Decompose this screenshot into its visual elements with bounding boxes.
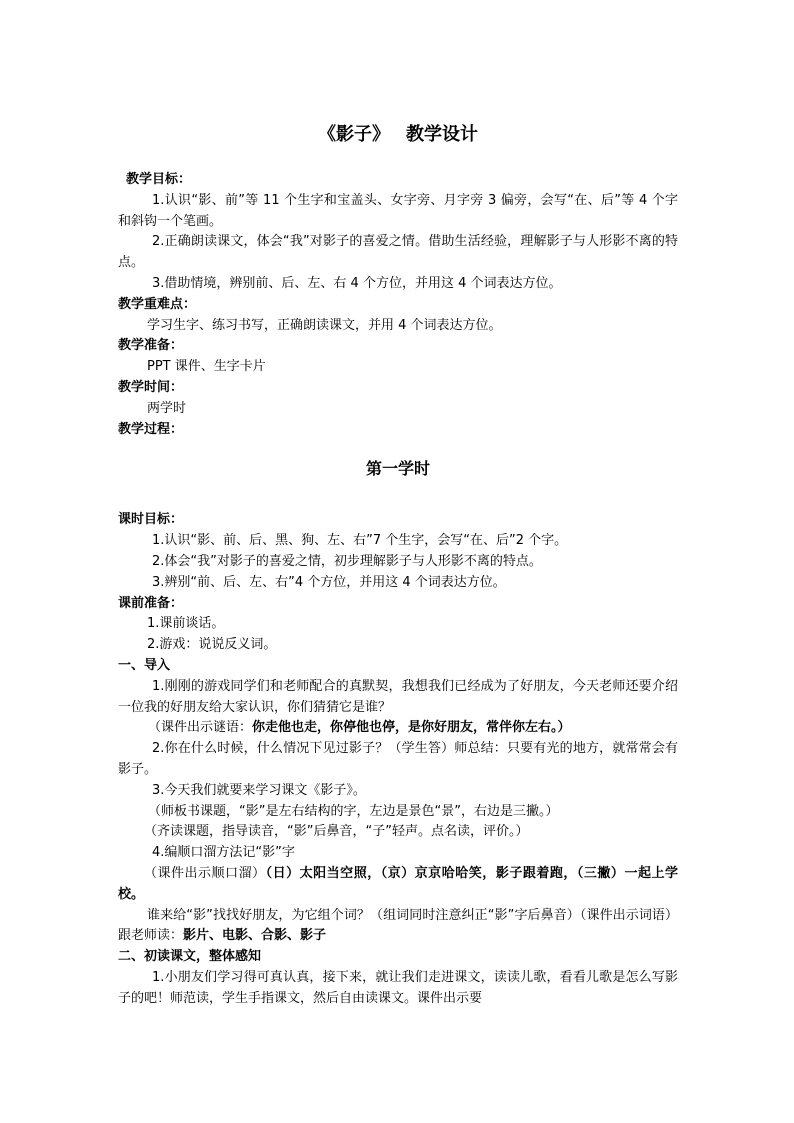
document-body — [118, 122, 678, 1009]
goal-item-3: 3.借助情境，辨别前、后、左、右 4 个方位，并用这 4 个词表达方位。 — [152, 275, 562, 291]
pre-class-item-1: 1.课前谈话。 — [147, 616, 225, 632]
process-heading: 教学过程： — [118, 421, 184, 437]
title-suffix: 教学设计 — [406, 124, 478, 145]
section-1-rhyme — [118, 864, 678, 906]
riddle-text: 你走他也走，你停他也停，是你好朋友，常伴你左右。） — [252, 720, 571, 736]
goal-item-2: 2.正确朗读课文，体会“我”对影子的喜爱之情。借助生活经验，理解影子与人形影不离的特点。 — [118, 234, 678, 271]
lesson-goals-heading: 课时目标： — [118, 512, 184, 528]
words-list: 影片、电影、合影、影子 — [183, 928, 327, 944]
section-1-para-3: 3.今天我们就要来学习课文《影子》。 — [152, 782, 366, 798]
lesson-goal-2: 2.体会“我”对影子的喜爱之情，初步理解影子与人形影不离的特点。 — [152, 553, 542, 569]
section-1-para-6: 4.编顺口溜方法记“影”字 — [152, 845, 295, 861]
lesson-goal-1: 1.认识“影、前、后、黑、狗、左、右”7 个生字，会写“在、后”2 个字。 — [152, 533, 568, 549]
key-points-text: 学习生字、练习书写，正确朗读课文，并用 4 个词表达方位。 — [147, 317, 502, 333]
lesson-goal-3: 3.辨别“前、后、左、右”4 个方位，并用这 4 个词表达方位。 — [152, 574, 506, 590]
section-1-para-4: （师板书课题，“影”是左右结构的字，左边是景色“景”，右边是三撇。） — [148, 803, 559, 819]
lesson-title: 第一学时 — [365, 459, 430, 479]
section-1-para-1: 1.刚刚的游戏同学们和老师配合的真默契，我想我们已经成为了好朋友，今天老师还要介绍一位我的好朋友给大家认识，你们猜猜它是谁？ — [118, 678, 678, 715]
pre-class-item-2: 2.游戏：说说反义词。 — [147, 637, 277, 653]
preparation-heading: 教学准备： — [118, 338, 184, 354]
goals-heading: 教学目标： — [126, 172, 192, 187]
section-1-words — [118, 906, 678, 948]
document-title — [118, 122, 678, 148]
section-2-para-1: 1.小朋友们学习得可真认真，接下来，就让我们走进课文，读读儿歌，看看儿歌是怎么写影子的吧！师范读，学生手指课文，然后自由读课文。课件出示要 — [118, 969, 678, 1006]
words-prefix: 谁来给“影”找找好朋友，为它组个词？（组词同时注意纠正“影”字后鼻音）（课件出示词语）跟老师读： — [118, 907, 678, 944]
section-2-heading: 二、初读课文，整体感知 — [118, 949, 262, 965]
time-text: 两学时 — [147, 400, 187, 416]
rhyme-text: （日）太阳当空照，（京）京京哈哈笑，影子跟着跑，（三撇）一起上学校。 — [118, 865, 678, 902]
riddle-prefix: （课件出示谜语： — [148, 720, 253, 736]
section-1-heading: 一、导入 — [118, 657, 171, 673]
section-1-riddle — [118, 718, 678, 739]
preparation-text: PPT 课件、生字卡片 — [147, 359, 266, 375]
section-1-para-5: （齐读课题，指导读音，“影”后鼻音，“子”轻声。点名读，评价。） — [144, 824, 529, 840]
title-book-name: 《影子》 — [318, 124, 390, 145]
rhyme-prefix: （课件出示顺口溜） — [144, 865, 266, 881]
pre-class-heading: 课前准备： — [118, 595, 184, 611]
time-heading: 教学时间： — [118, 379, 184, 395]
goal-item-1: 1.认识“影、前”等 11 个生字和宝盖头、女字旁、月字旁 3 偏旁，会写“在、后”等 4 个字和斜钩一个笔画。 — [118, 192, 678, 229]
section-1-para-2: 2.你在什么时候，什么情况下见过影子？（学生答）师总结：只要有光的地方，就常常会有影子。 — [118, 741, 678, 777]
key-points-heading: 教学重难点： — [118, 296, 197, 312]
